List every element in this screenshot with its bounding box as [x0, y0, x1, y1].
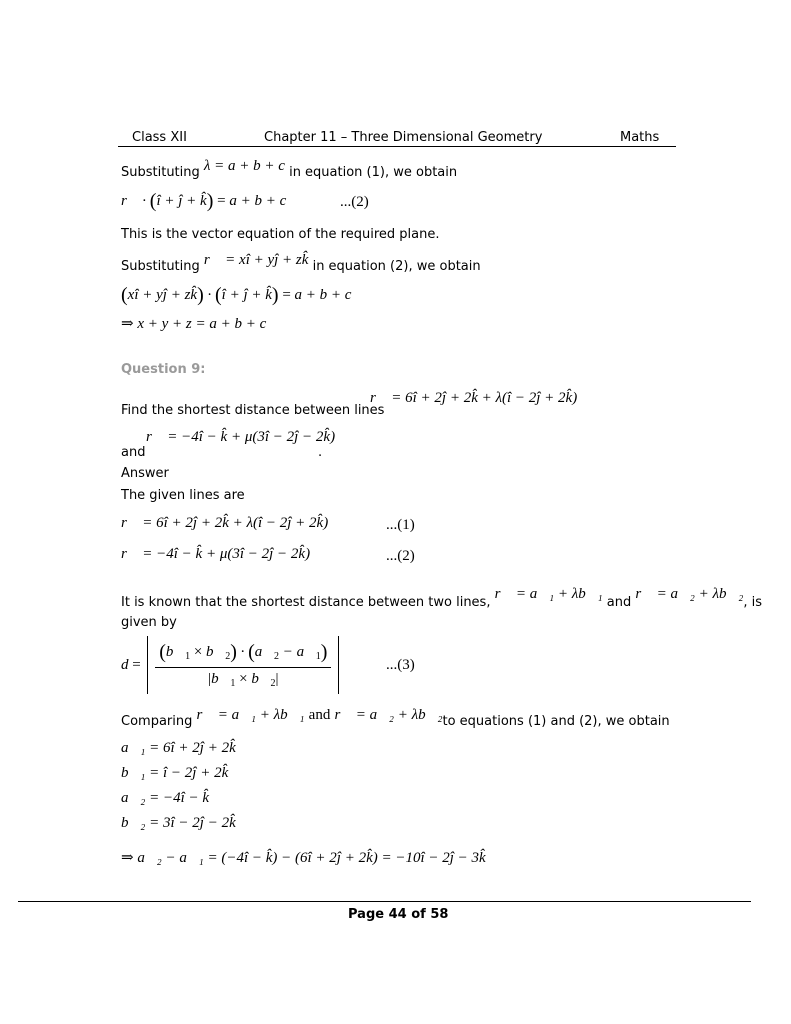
comparing-line	[121, 707, 670, 730]
vector-difference: ⇒ a⃗₂ − a⃗₁ = (−4î − k̂) − (6î + 2ĵ + 2k̂) = −10î − 2ĵ − 3k̂	[121, 850, 486, 866]
question-label: Question 9:	[121, 362, 206, 377]
comparing-pre: Comparing	[121, 714, 193, 729]
line-form-1: r⃗ = a⃗₁ + λb⃗₁	[494, 586, 603, 602]
footer-rule	[18, 901, 751, 902]
question-line-2: r⃗ = −4î − k̂ + μ(3î − 2ĵ − 2k̂)	[146, 429, 336, 445]
header-subject: Maths	[620, 130, 660, 145]
compare-and: and	[308, 707, 331, 723]
subst1-line	[121, 158, 458, 181]
vector-eq-sentence: This is the vector equation of the required plane.	[121, 227, 440, 242]
vector-a1: a⃗₁ = 6î + 2ĵ + 2k̂	[121, 740, 236, 756]
header-chapter: Chapter 11 – Three Dimensional Geometry	[264, 130, 543, 145]
given-lines: The given lines are	[121, 488, 245, 503]
subst2-line	[121, 252, 481, 275]
answer-label: Answer	[121, 466, 169, 481]
equation-2: r⃗ · (î + ĵ + k̂) = a + b + c	[121, 190, 287, 212]
substituted-equation: (xî + yĵ + zk̂) · (î + ĵ + k̂) = a + b + c	[121, 284, 352, 306]
equation-2-label: ...(2)	[340, 194, 369, 210]
question-line-1: r⃗ = 6î + 2ĵ + 2k̂ + λ(î − 2ĵ + 2k̂)	[370, 390, 578, 406]
question-and: and	[121, 445, 146, 460]
subst2-post: in equation (2), we obtain	[312, 259, 481, 274]
subst2-pre: Substituting	[121, 259, 200, 274]
line-2-label: ...(2)	[386, 548, 415, 564]
question-text: Find the shortest distance between lines	[121, 403, 385, 418]
vector-b1: b⃗₁ = î − 2ĵ + 2k̂	[121, 765, 229, 781]
cartesian-result: ⇒ x + y + z = a + b + c	[121, 316, 267, 332]
r-xyz: r⃗ = xî + yĵ + zk̂	[203, 252, 309, 268]
question-period: .	[318, 445, 323, 460]
comparing-post: to equations (1) and (2), we obtain	[442, 714, 670, 729]
known-and: and	[606, 595, 632, 610]
subst1-post: in equation (1), we obtain	[289, 165, 458, 180]
vector-a2: a⃗₂ = −4î − k̂	[121, 790, 210, 806]
compare-form-2: r⃗ = a⃗₂ + λb⃗₂	[334, 707, 443, 723]
line-1-label: ...(1)	[386, 517, 415, 533]
lambda-def: λ = a + b + c	[203, 158, 285, 174]
compare-form-1: r⃗ = a⃗₁ + λb⃗₁	[196, 707, 305, 723]
given-by: given by	[121, 615, 177, 630]
header-rule	[118, 146, 676, 147]
subst1-pre: Substituting	[121, 165, 200, 180]
distance-formula: d = $\frac{(b⃗_1 \times b⃗_2) \cdot (a⃗_2 - a⃗_1)}{|b⃗_1 \times b⃗_2|}$	[121, 636, 342, 694]
known-pre: It is known that the shortest distance between two lines,	[121, 595, 491, 610]
known-post: , is	[743, 595, 763, 610]
known-statement	[121, 586, 763, 611]
line-1-equation: r⃗ = 6î + 2ĵ + 2k̂ + λ(î − 2ĵ + 2k̂)	[121, 515, 329, 531]
vector-b2: b⃗₂ = 3î − 2ĵ − 2k̂	[121, 815, 236, 831]
line-2-equation: r⃗ = −4î − k̂ + μ(3î − 2ĵ − 2k̂)	[121, 546, 311, 562]
line-form-2: r⃗ = a⃗₂ + λb⃗₂	[635, 586, 744, 602]
page-number: Page 44 of 58	[348, 907, 449, 922]
equation-3-label: ...(3)	[386, 657, 415, 673]
header-class: Class XII	[132, 130, 187, 145]
